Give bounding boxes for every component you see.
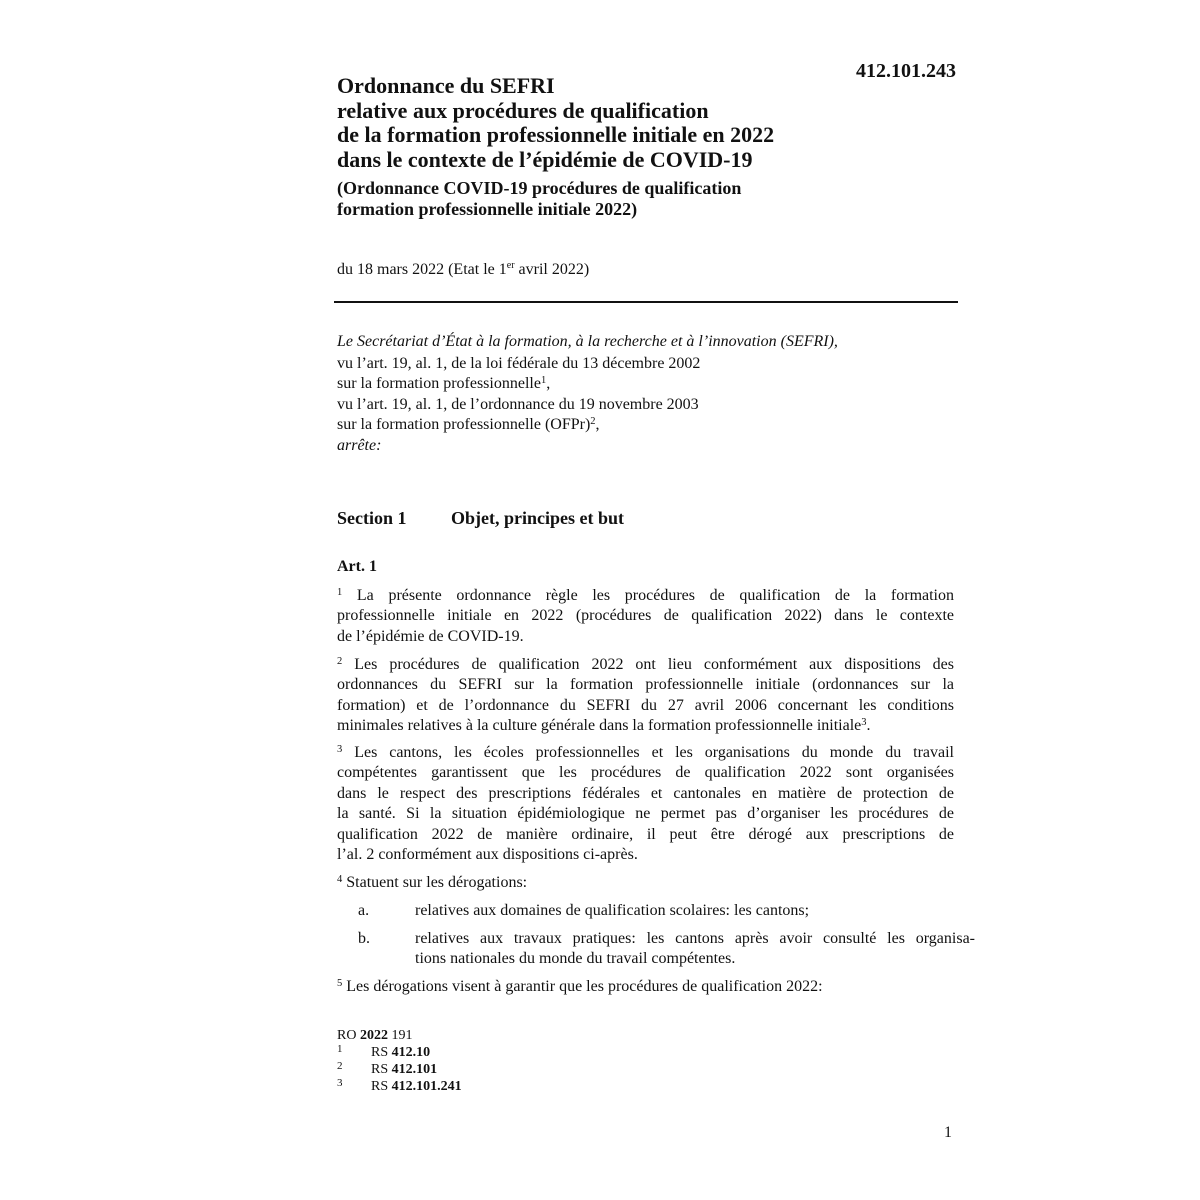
paragraph-number: 1	[337, 587, 343, 598]
paragraph-text: Les cantons, les écoles professionnelles et les organisations du monde du travail	[342, 744, 954, 761]
paragraph-text: Les procédures de qualification 2022 ont lieu conformément aux dispositions des	[342, 656, 954, 673]
short-title	[337, 178, 897, 219]
footnote	[337, 1043, 431, 1061]
footnote-text[interactable]	[371, 1044, 430, 1061]
preamble-line: vu l’art. 19, al. 1, de la loi fédérale du 13 décembre 2002	[337, 354, 701, 372]
section-label: Section 1	[337, 508, 407, 528]
preamble-line: vu l’art. 19, al. 1, de l’ordonnance du 19 novembre 2003	[337, 395, 699, 413]
ro-page: 191	[387, 1028, 413, 1043]
footnote-text[interactable]	[371, 1061, 437, 1078]
paragraph-5	[337, 977, 954, 997]
paragraph-line	[337, 873, 954, 893]
paragraph-text: Statuent sur les dérogations:	[342, 874, 528, 891]
short-title-line: (Ordonnance COVID-19 procédures de qualification	[337, 178, 742, 198]
document-title	[337, 74, 837, 172]
preamble-authority: Le Secrétariat d’État à la formation, à la recherche et à l’innovation (SEFRI),	[337, 333, 838, 350]
paragraph-number: 4	[337, 874, 343, 885]
paragraph-line	[337, 743, 954, 763]
footnotes	[337, 1027, 462, 1095]
date-line	[337, 261, 589, 279]
paragraph-3	[337, 743, 954, 865]
paragraph-number: 5	[337, 978, 343, 989]
footnote-number: 3	[337, 1077, 343, 1089]
footnote-reference: 412.101	[391, 1062, 438, 1077]
preamble-line-end: ,	[546, 375, 551, 392]
preamble-line-end: ,	[595, 416, 600, 433]
paragraph-line: la santé. Si la situation épidémiologique ne permet pas d’organiser les procédures de	[337, 805, 954, 823]
ro-prefix: RO	[337, 1028, 360, 1043]
section-heading	[337, 508, 624, 529]
footnote-prefix: RS	[371, 1062, 392, 1077]
list-item-letter: a.	[358, 902, 370, 919]
footnote-prefix: RS	[371, 1079, 392, 1094]
list-item-letter: b.	[358, 930, 370, 947]
paragraph-line	[337, 655, 954, 675]
paragraph-2	[337, 655, 954, 737]
paragraph-line: l’al. 2 conformément aux dispositions ci-après.	[337, 846, 638, 864]
date-prefix: du 18 mars 2022 (Etat le 1	[337, 261, 507, 278]
paragraph-line: professionnelle initiale en 2022 (procédures de qualification 2022) dans le contexte	[337, 607, 954, 625]
preamble	[337, 332, 957, 456]
page-number: 1	[944, 1124, 952, 1141]
paragraph-number: 3	[337, 744, 343, 755]
preamble-line	[337, 374, 957, 395]
footnote-reference: 412.101.241	[391, 1079, 462, 1094]
footnote-number: 1	[337, 1043, 343, 1055]
paragraph-line: dans le respect des prescriptions fédérales et cantonales en matière de protection de	[337, 784, 954, 802]
list-item-text: relatives aux domaines de qualification scolaires: les cantons;	[415, 902, 810, 919]
section-title: Objet, principes et but	[451, 508, 624, 528]
footnote-number: 2	[337, 1060, 343, 1072]
footnote-ref[interactable]: 2	[590, 416, 596, 427]
paragraph-end: .	[866, 717, 871, 735]
title-line: relative aux procédures de qualification	[337, 97, 709, 123]
preamble-line	[337, 415, 957, 436]
paragraph-4	[337, 873, 954, 893]
footnote-reference: 412.10	[391, 1045, 431, 1060]
list-item-text-block	[415, 929, 975, 970]
footnote	[337, 1077, 462, 1095]
header-divider	[334, 301, 958, 303]
paragraph-line	[337, 716, 954, 736]
footnote-prefix: RS	[371, 1045, 392, 1060]
paragraph-1	[337, 586, 954, 647]
paragraph-number: 2	[337, 656, 343, 667]
document-number: 412.101.243	[856, 60, 956, 82]
paragraph-line	[337, 977, 954, 997]
title-line: dans le contexte de l’épidémie de COVID-19	[337, 146, 753, 172]
date-superscript: er	[506, 260, 515, 271]
paragraph-line: de l’épidémie de COVID-19.	[337, 627, 524, 645]
preamble-line-text: sur la formation professionnelle (OFPr)	[337, 416, 591, 433]
title-line: Ordonnance du SEFRI	[337, 73, 555, 98]
official-compilation-ref	[337, 1027, 412, 1044]
ro-year: 2022	[359, 1028, 388, 1043]
short-title-line: formation professionnelle initiale 2022)	[337, 198, 638, 219]
paragraph-text: La présente ordonnance règle les procédures de qualification de la formation	[342, 587, 954, 604]
title-line: de la formation professionnelle initiale en 2022	[337, 122, 775, 147]
paragraph-line: compétentes garantissent que les procédures de qualification 2022 sont organisées	[337, 764, 954, 782]
paragraph-text: Les dérogations visent à garantir que les procédures de qualification 2022:	[342, 978, 823, 995]
paragraph-line: ordonnances du SEFRI sur la formation professionnelle initiale (ordonnances sur la	[337, 676, 954, 694]
footnote	[337, 1060, 438, 1078]
footnote-text[interactable]	[371, 1078, 462, 1095]
date-suffix: avril 2022)	[514, 261, 590, 278]
preamble-line-text: sur la formation professionnelle	[337, 375, 541, 392]
paragraph-line: formation) et de l’ordonnance du SEFRI du 27 avril 2006 concernant les conditions	[337, 696, 954, 714]
footnote-ref[interactable]: 3	[861, 717, 867, 729]
footnote-ref[interactable]: 1	[540, 375, 547, 386]
paragraph-line	[337, 586, 954, 606]
paragraph-line: qualification 2022 de manière ordinaire, il peut être dérogé aux prescriptions de	[337, 825, 954, 843]
list-item-text: tions nationales du monde du travail compétentes.	[415, 950, 736, 968]
paragraph-text: minimales relatives à la culture générale dans la formation professionnelle initiale	[337, 717, 862, 735]
list-item-text: relatives aux travaux pratiques: les cantons après avoir consulté les organisa-	[415, 930, 975, 947]
preamble-decree: arrête:	[337, 436, 382, 454]
article-heading: Art. 1	[337, 558, 377, 575]
